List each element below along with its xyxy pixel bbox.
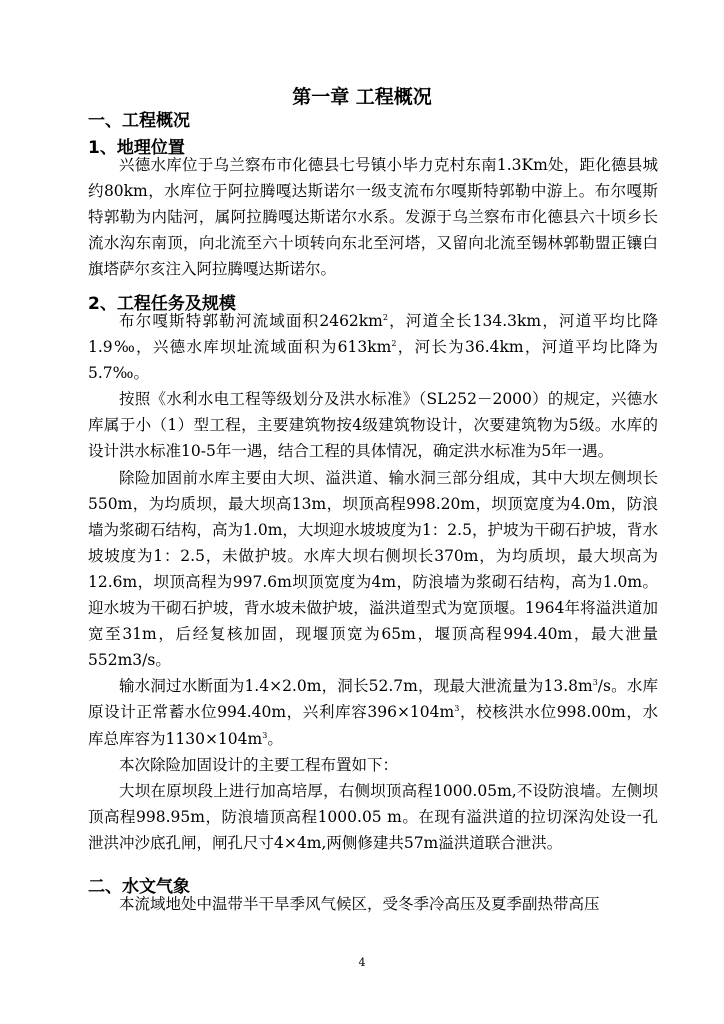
- paragraph-basin-area: [88, 308, 658, 386]
- section-heading-hydrology: 二、水文气象: [88, 877, 190, 897]
- tunnel-text-a: 输水洞过水断面为1.4×2.0m，洞长52.7m，现最大泄流量为13.8m: [119, 677, 593, 696]
- paragraph-geography: 兴德水库位于乌兰察布市化德县七号镇小毕力克村东南1.3Km处，距化德县城约80km，水库位于阿拉腾嘎达斯诺尔一级支流布尔嘎斯特郭勒中游上。布尔嘎斯特郭勒为内陆河，属阿拉腾嘎达斯诺尔水系。发源于乌兰察布市化德县六十顷乡长流水沟东南顶，向北流至六十顷转向东北至河塔，又留向北流至锡林郭勒盟正镶白旗塔萨尔亥注入阿拉腾嘎达斯诺尔。: [88, 156, 658, 279]
- page-number: 4: [358, 956, 366, 969]
- subsection-heading-location: 1、地理位置: [88, 138, 185, 158]
- paragraph-standards: 按照《水利水电工程等级划分及洪水标准》（SL252－2000）的规定，兴德水库属于小（1）型工程，主要建筑物按4级建筑物设计，次要建筑物为5级。水库的设计洪水标准10-5年一遇，结合工程的具体情况，确定洪水标准为5年一遇。: [88, 390, 658, 461]
- location-section-body: [88, 152, 658, 282]
- paragraph-design-layout: 大坝在原坝段上进行加高培厚，右侧坝顶高程1000.05m,不设防浪墙。左侧坝顶高程998.95m，防浪墙顶高程1000.05 m。在现有溢洪道的拉切深沟处设一孔泄洪冲沙底孔闸，闸孔尺寸4×4m,两侧修建共57m溢洪道联合泄洪。: [88, 781, 658, 852]
- superscript: 2: [391, 338, 397, 348]
- tunnel-text-d: 。: [267, 729, 283, 748]
- superscript: 3: [454, 704, 460, 714]
- superscript: 3: [592, 678, 598, 688]
- subsection-heading-task-scale: 2、工程任务及规模: [88, 294, 236, 314]
- paragraph-climate: 本流域地处中温带半干旱季风气候区，受冬季冷高压及夏季副热带高压: [119, 895, 600, 913]
- basin-text-c: ，河长为36.4km，河道平均比降为5.7‰。: [88, 338, 659, 383]
- chapter-title: 第一章 工程概况: [292, 86, 432, 108]
- paragraph-pre-reinforcement: 除险加固前水库主要由大坝、溢洪道、输水洞三部分组成，其中大坝左侧坝长550m，为均质坝，最大坝高13m，坝顶高程998.20m，坝顶宽度为4.0m，防浪墙为浆砌石结构，高为1.0m，大坝迎水坡坡度为1：2.5，护坡为干砌石护坡，背水坡坡度为1：2.5，未做护坡。水库大坝右侧坝长370m，为均质坝，最大坝高为12.6m，坝顶高程为997.6m坝顶宽度为4m，防浪墙为浆砌石结构，高为1.0m。迎水坡为干砌石护坡，背水坡未做护坡，溢洪道型式为宽顶堰。1964年将溢洪道加宽至31m，后经复核加固，现堰顶宽为65m，堰顶高程994.40m，最大泄量552m3/s。: [88, 468, 658, 670]
- section-heading-project-overview: 一、工程概况: [88, 111, 190, 131]
- paragraph-design-layout-intro: 本次除险加固设计的主要工程布置如下：: [119, 755, 399, 774]
- basin-text-b: ，河道全长134.3km，河道平均比降1.9‰，兴德水库坝址流域面积为613km: [88, 312, 658, 357]
- paragraph-outlet-tunnel: [88, 673, 658, 751]
- superscript: 3: [262, 730, 268, 740]
- task-section-body: [88, 308, 658, 856]
- superscript: 2: [382, 312, 388, 322]
- hydrology-section-body: [88, 891, 658, 917]
- tunnel-text-b: /s。水库原设计正常蓄水位994.40m，兴利库容396×104m: [88, 677, 658, 722]
- tunnel-text-c: ，校核洪水位998.00m，水库总库容为1130×104m: [88, 703, 658, 748]
- basin-text-a: 布尔嘎斯特郭勒河流域面积2462km: [119, 312, 383, 330]
